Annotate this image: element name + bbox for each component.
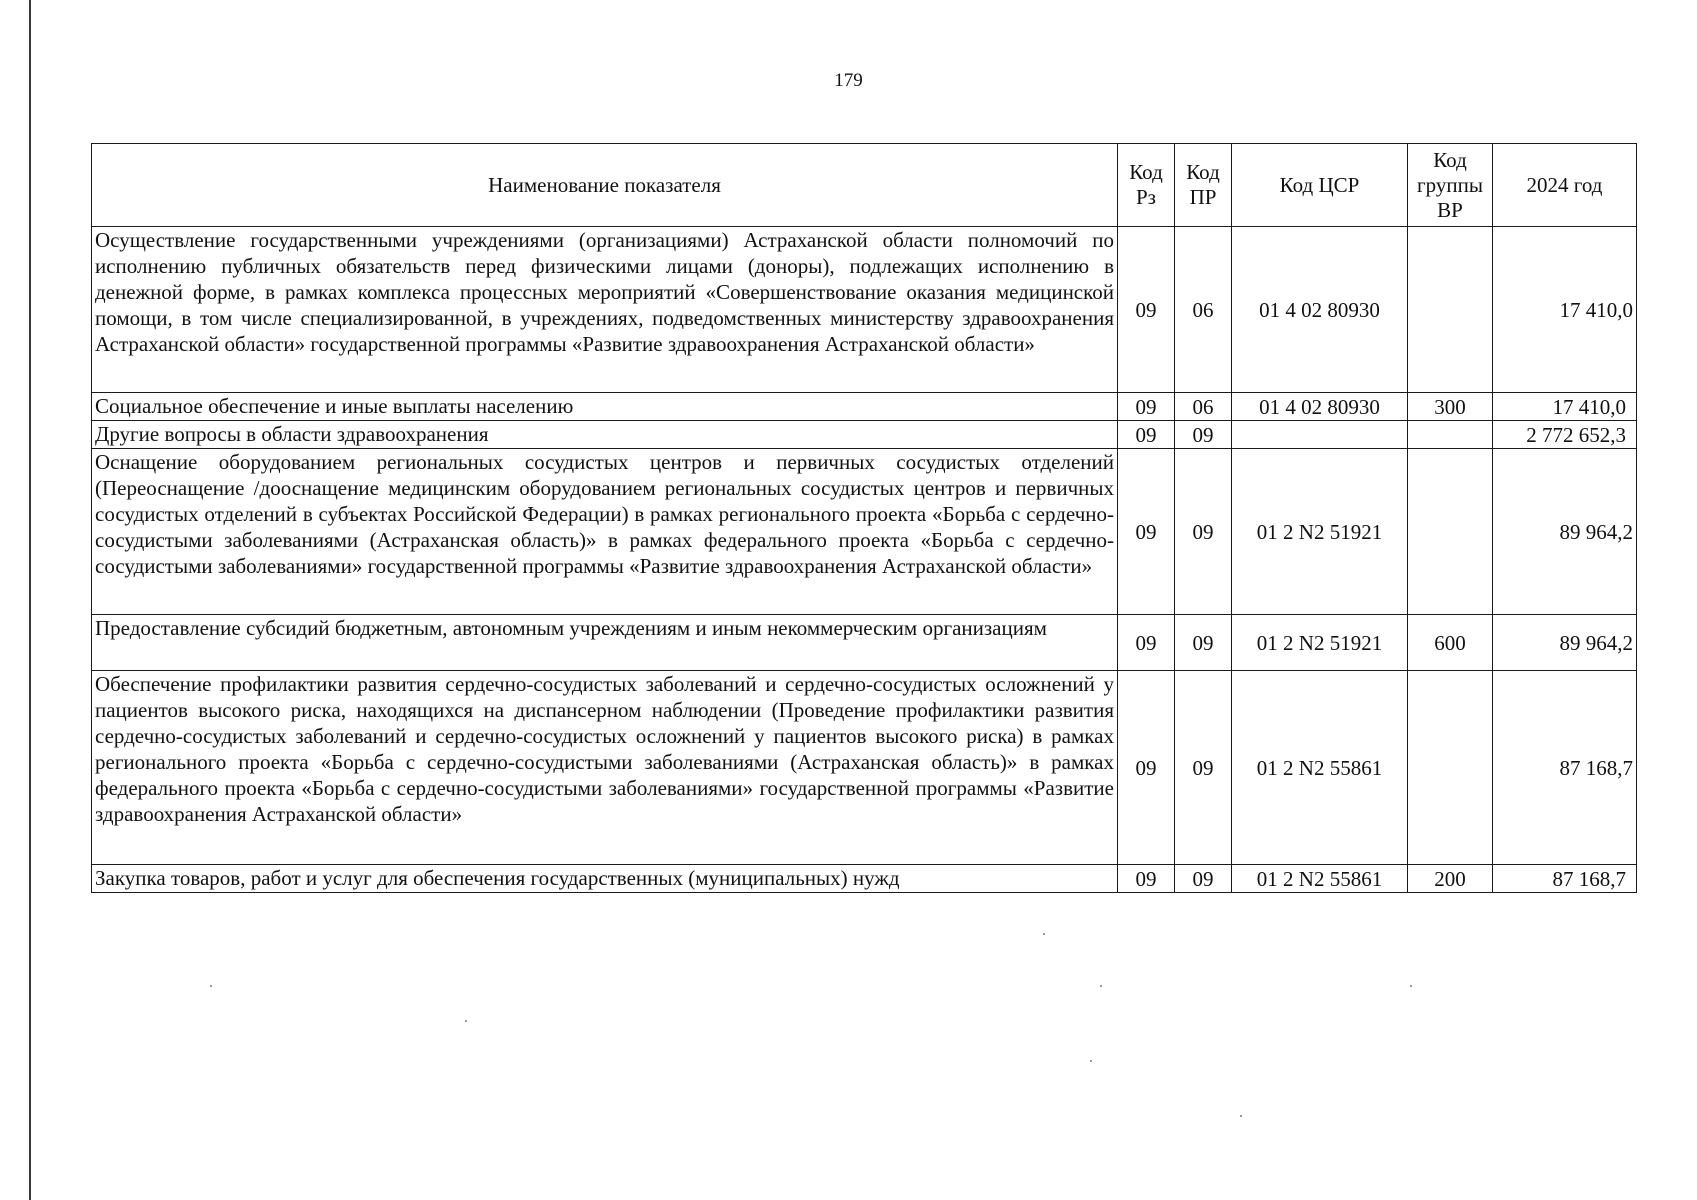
budget-table [91,143,1637,893]
row-vr [1408,449,1493,615]
scan-speck [1100,985,1102,987]
scan-speck [1240,1115,1242,1117]
row-pr: 09 [1175,421,1232,449]
row-pr: 09 [1175,449,1232,615]
scan-speck [1090,1060,1092,1062]
row-csr: 01 2 N2 55861 [1232,865,1408,893]
row-csr [1232,421,1408,449]
row-rz: 09 [1118,227,1175,393]
table-row [92,865,1637,893]
row-vr [1408,671,1493,865]
page-number: 179 [834,70,863,91]
row-vr [1408,227,1493,393]
row-amount: 17 410,0 [1493,393,1637,421]
scan-speck [1410,985,1412,987]
row-name: Социальное обеспечение и иные выплаты населению [92,393,1118,421]
table-row [92,671,1637,865]
row-name: Осуществление государственными учреждениями (организациями) Астраханской области полномочий по исполнению публичных обязательств перед физическими лицами (доноры), подлежащих исполнению в денежной форме, в рамках комплекса процессных мероприятий «Совершенствование оказания медицинской помощи, в том числе специализированной, в учреждениях, подведомственных министерству здравоохранения Астраханской области» государственной программы «Развитие здравоохранения Астраханской области» [92,227,1118,393]
row-rz: 09 [1118,865,1175,893]
table-header-row [92,144,1637,227]
table-row [92,449,1637,615]
row-name: Закупка товаров, работ и услуг для обеспечения государственных (муниципальных) нужд [92,865,1118,893]
table-row [92,615,1637,671]
header-year: 2024 год [1493,144,1637,227]
row-rz: 09 [1118,421,1175,449]
row-csr: 01 4 02 80930 [1232,393,1408,421]
row-amount: 87 168,7 [1493,671,1637,865]
row-name: Обеспечение профилактики развития сердечно-сосудистых заболеваний и сердечно-сосудистых осложнений у пациентов высокого риска, находящихся на диспансерном наблюдении (Проведение профилактики развития сердечно-сосудистых заболеваний и сердечно-сосудистых осложнений у пациентов высокого риска) в рамках регионального проекта «Борьба с сердечно-сосудистыми заболеваниями (Астраханская область)» в рамках федерального проекта «Борьба с сердечно-сосудистыми заболеваниями» государственной программы «Развитие здравоохранения Астраханской области» [92,671,1118,865]
row-csr: 01 4 02 80930 [1232,227,1408,393]
row-amount: 89 964,2 [1493,615,1637,671]
header-name: Наименование показателя [92,144,1118,227]
row-vr: 200 [1408,865,1493,893]
scan-speck [210,985,212,987]
row-name: Другие вопросы в области здравоохранения [92,421,1118,449]
row-pr: 06 [1175,227,1232,393]
row-pr: 09 [1175,865,1232,893]
row-name: Оснащение оборудованием региональных сосудистых центров и первичных сосудистых отделений (Переоснащение /дооснащение медицинским оборудованием региональных сосудистых центров и первичных сосудистых отделений в субъектах Российской Федерации) в рамках регионального проекта «Борьба с сердечно-сосудистыми заболеваниями (Астраханская область)» в рамках федерального проекта «Борьба с сердечно-сосудистыми заболеваниями» государственной программы «Развитие здравоохранения Астраханской области» [92,449,1118,615]
table-row [92,393,1637,421]
header-rz: Код Рз [1118,144,1175,227]
row-pr: 09 [1175,615,1232,671]
row-amount: 89 964,2 [1493,449,1637,615]
row-rz: 09 [1118,671,1175,865]
table-row [92,227,1637,393]
row-rz: 09 [1118,449,1175,615]
row-csr: 01 2 N2 51921 [1232,449,1408,615]
row-name: Предоставление субсидий бюджетным, автономным учреждениям и иным некоммерческим организациям [92,615,1118,671]
row-vr: 300 [1408,393,1493,421]
row-pr: 09 [1175,671,1232,865]
row-amount: 2 772 652,3 [1493,421,1637,449]
row-amount: 87 168,7 [1493,865,1637,893]
row-vr [1408,421,1493,449]
row-csr: 01 2 N2 51921 [1232,615,1408,671]
row-vr: 600 [1408,615,1493,671]
header-vr: Код группы ВР [1408,144,1493,227]
header-pr: Код ПР [1175,144,1232,227]
row-rz: 09 [1118,615,1175,671]
table-row [92,421,1637,449]
header-csr: Код ЦСР [1232,144,1408,227]
scan-edge-line [29,0,31,1200]
row-pr: 06 [1175,393,1232,421]
scan-speck [1043,933,1045,935]
row-rz: 09 [1118,393,1175,421]
row-csr: 01 2 N2 55861 [1232,671,1408,865]
row-amount: 17 410,0 [1493,227,1637,393]
scan-speck [465,1020,467,1022]
